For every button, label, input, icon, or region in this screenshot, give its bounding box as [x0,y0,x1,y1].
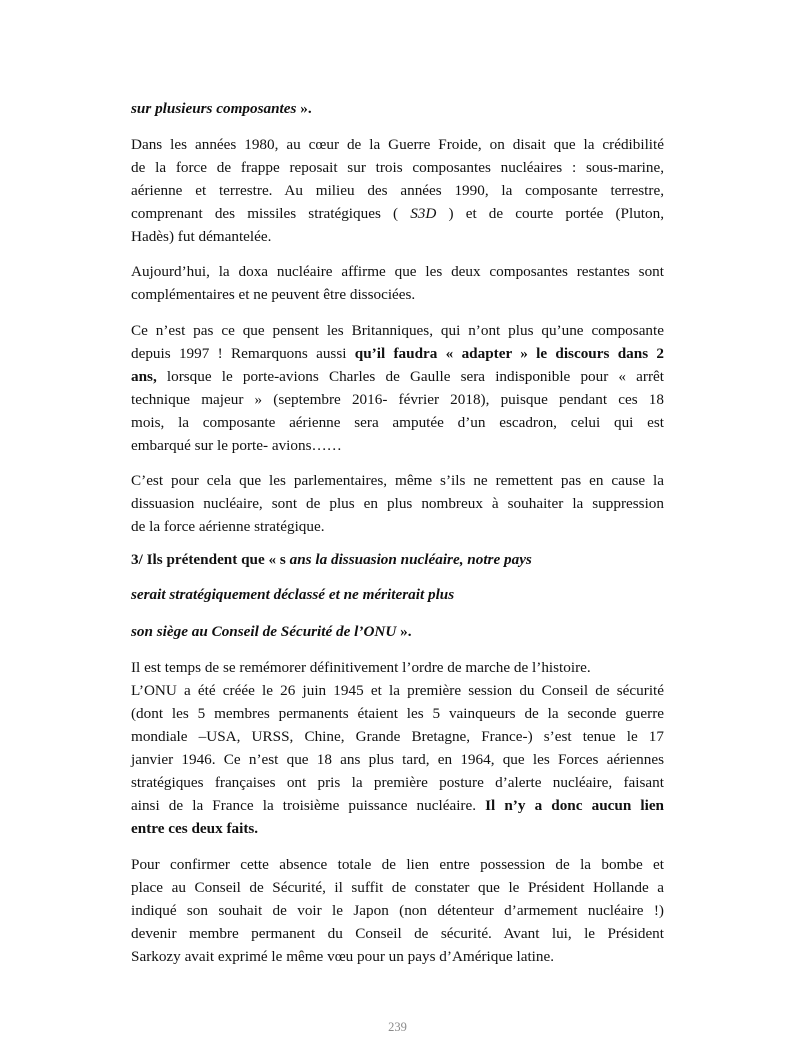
section-heading-continuation: sur plusieurs composantes ». [131,100,312,117]
page-number: 239 [388,1020,407,1034]
document-page: sur plusieurs composantes ». Dans les années 1980, au cœur de la Guerre Froide, on disait que la crédibilité de la force de frappe reposait sur trois composantes nucléaires : sous-marine, aérienne et terrestre. Au milieu des années 1990, la composante terrestre, comprenant des missiles stratégiques ( S3D ) et de courte portée (Pluton, Hadès) fut démantelée. Aujourd’hui, la doxa nucléaire affirme que les deux composantes restantes sont complémentaires et ne peuvent être dissociées. Ce n’est pas ce que pensent les Britanniques, qui n’ont plus qu’une composante depuis 1997 ! Remarquons aussi qu’il faudra « adapter » le discours dans 2 ans, lorsque le porte-avions Charles de Gaulle sera indisponible pour « arrêt technique majeur » (septembre 2016- février 2018), puisque pendant ces 18 mois, la composante aérienne sera amputée d’un escadron, celui qui est embarqué sur le porte- avions…… C’est pour cela que les parlementaires, même s’ils ne remettent pas en cause la dissuasion nucléaire, sont de plus en plus nombreux à souhaiter la suppression de la force aérienne stratégique. 3/ Ils prétendent que « s ans la dissuasion nucléaire, notre pays serait stratégiquement déclassé et ne mériterait plus son siège au Conseil de Sécurité de l’ONU ». Il est temps de se remémorer définitivement l’ordre de marche de l’histoire. L’ONU a été créée le 26 juin 1945 et la première session du Conseil de sécurité (dont les 5 membres permanents étaient les 5 vainqueurs de la seconde guerre mondiale –USA, URSS, Chine, Grande Bretagne, France-) s’est tenue le 17 janvier 1946. Ce n’est que 18 ans plus tard, en 1964, que les Forces aériennes stratégiques françaises ont pris la première posture d’alerte nucléaire, faisant ainsi de la France la troisième puissance nucléaire. Il n’y a donc aucun lien entre ces deux faits. Pour confirmer cette absence totale de lien entre possession de la bombe et place au Conseil de Sécurité, il suffit de constater que le Président Hollande a indiqué son souhait de voir le Japon (non détenteur d’armement nucléaire !) devenir membre permanent du Conseil de sécurité. Avant lui, le Président Sarkozy avait exprimé le même vœu pour un pays d’Amérique latine. 239 [0,0,795,1063]
